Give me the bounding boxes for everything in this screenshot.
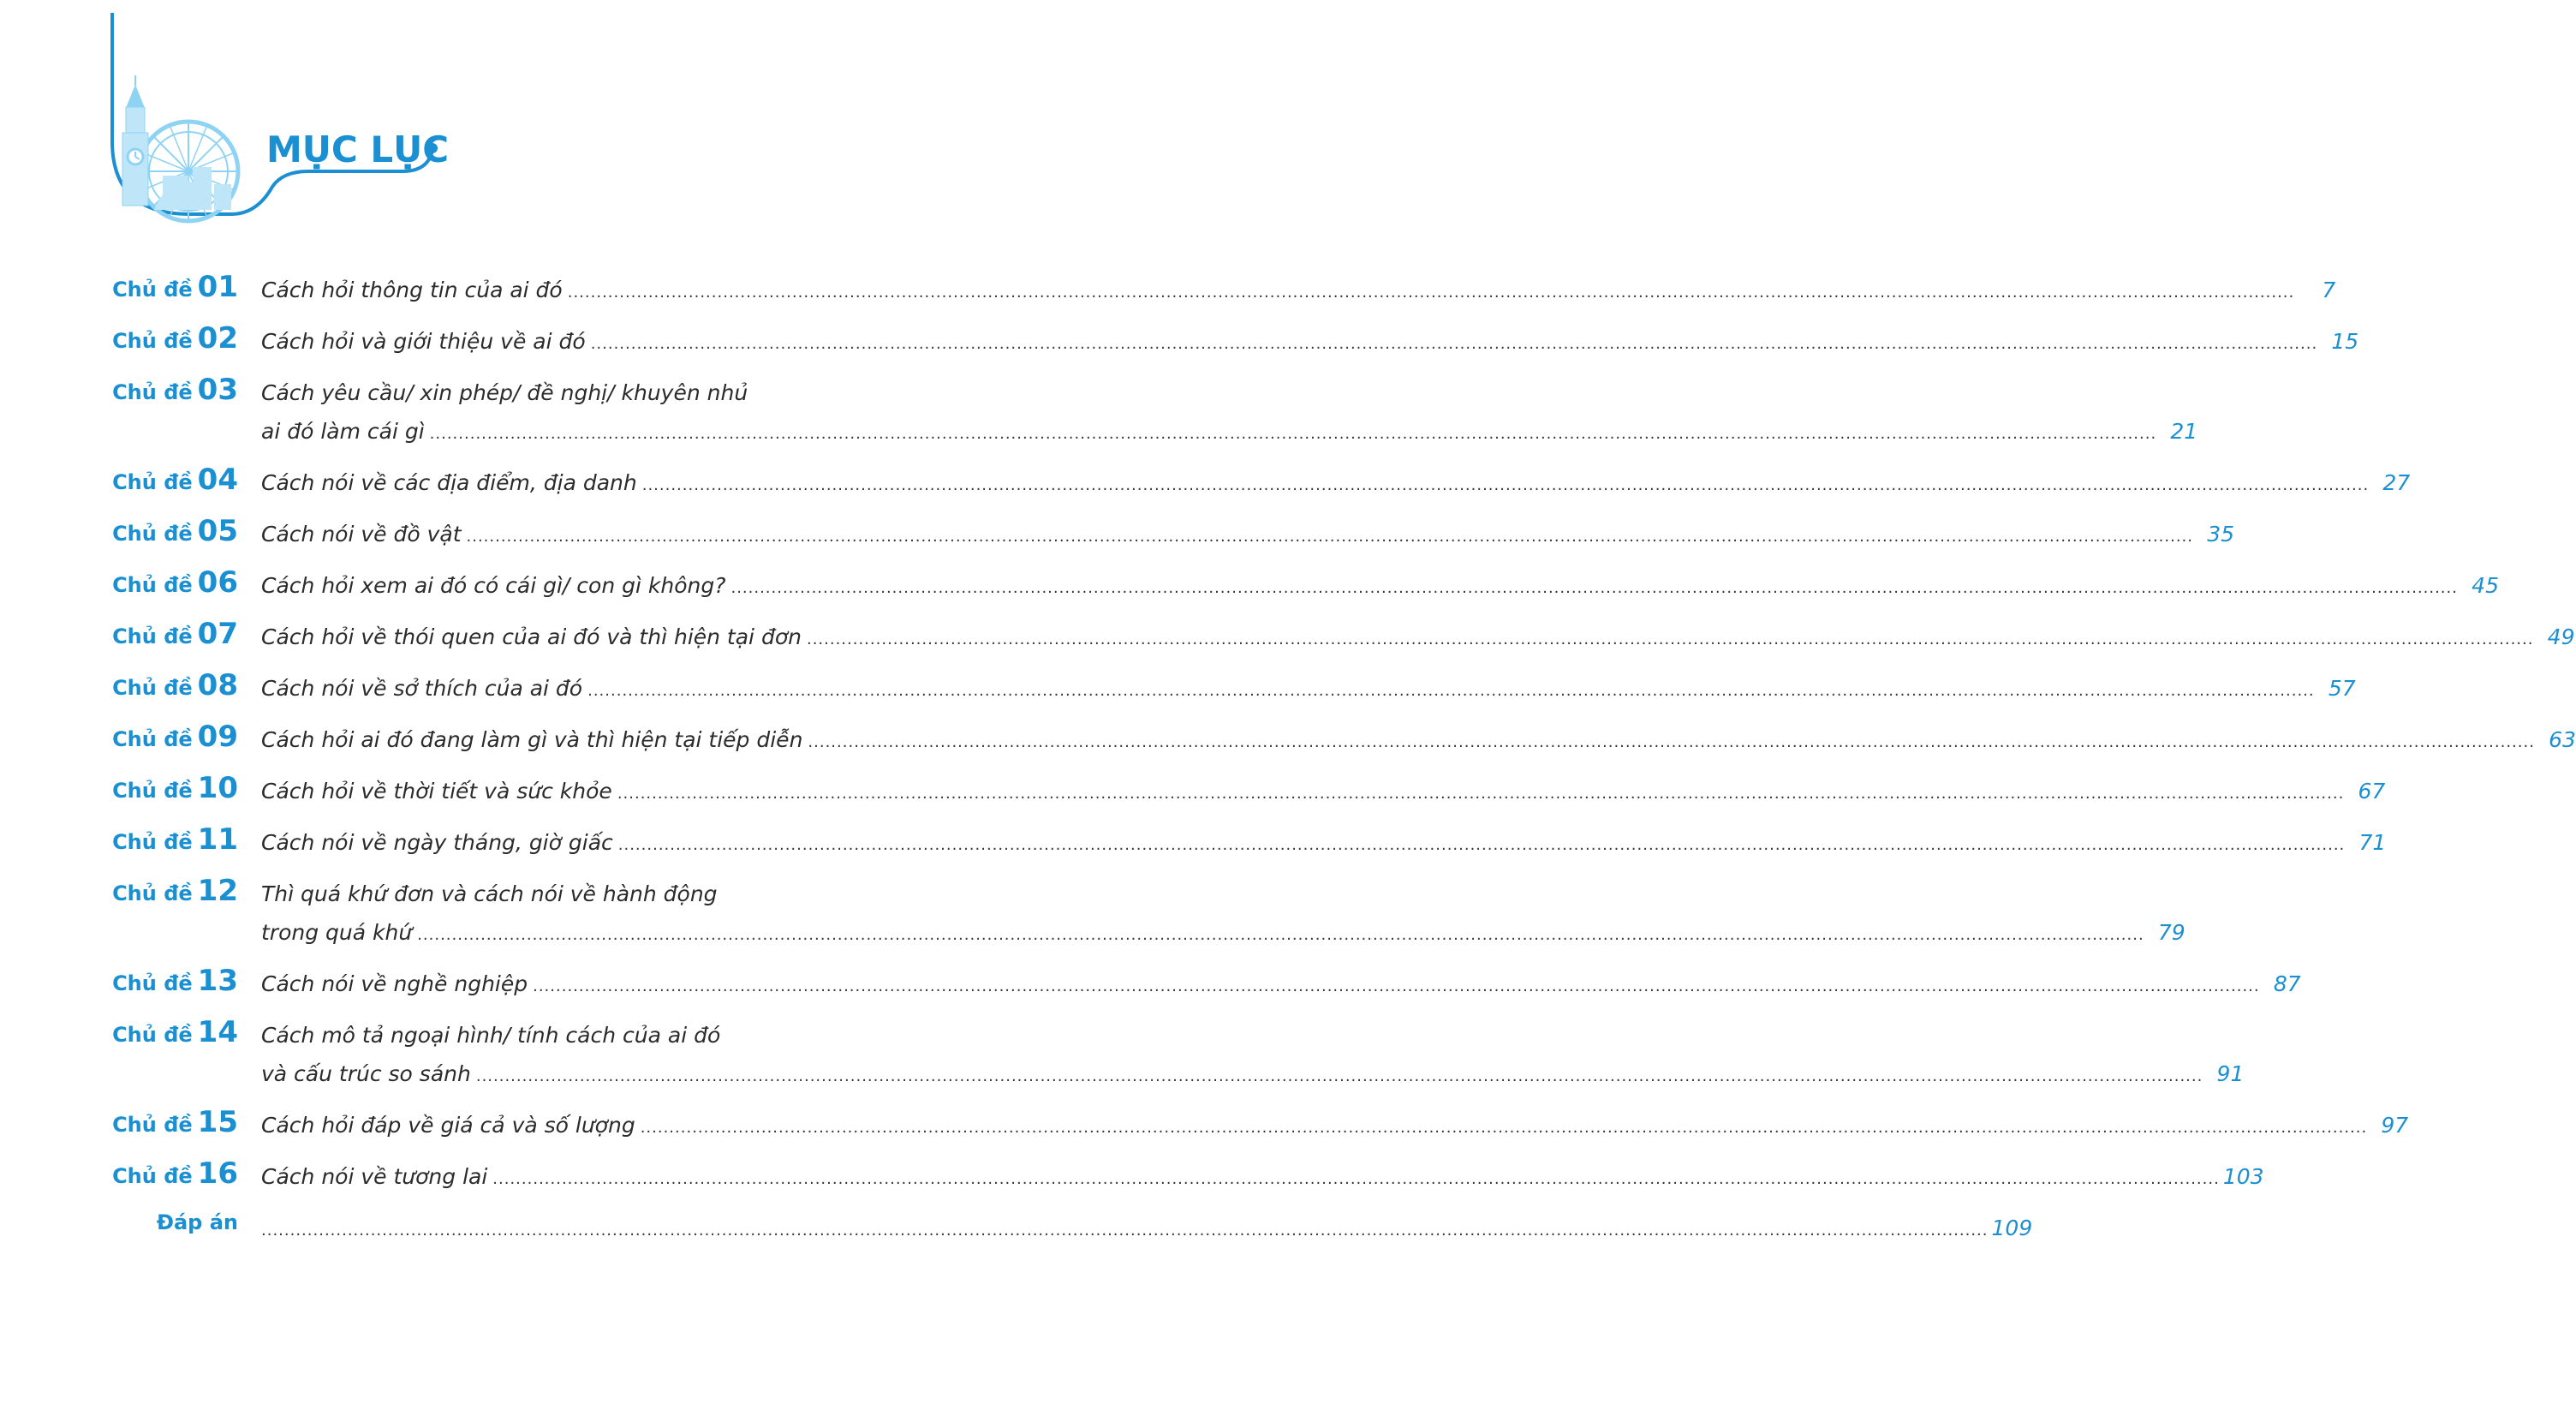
topic-label: [112, 565, 238, 600]
dot-leader: ............................................................................................................................................................................................................................................................................................................: [417, 926, 2144, 944]
topic-word: Chủ đề: [112, 278, 193, 302]
dot-leader: ............................................................................................................................................................................................................................................................................................................: [617, 785, 2345, 803]
topic-label: [112, 822, 238, 857]
frame-line: [112, 13, 432, 214]
entry-line: [261, 971, 2301, 996]
entry-line: [261, 1164, 2264, 1189]
dot-leader: ............................................................................................................................................................................................................................................................................................................: [640, 1119, 2368, 1137]
entry-title: trong quá khứ: [261, 920, 413, 945]
topic-word: Chủ đề: [112, 971, 193, 995]
dot-leader: ............................................................................................................................................................................................................................................................................................................: [533, 977, 2260, 995]
dot-leader: ............................................................................................................................................................................................................................................................................................................: [808, 733, 2535, 751]
entry-line: [261, 1025, 862, 1046]
dot-leader: ............................................................................................................................................................................................................................................................................................................: [617, 836, 2346, 854]
entry-line: [261, 727, 2576, 752]
page-number: 91: [2216, 1061, 2245, 1086]
page-number: 71: [2358, 830, 2387, 855]
topic-number: 04: [197, 463, 238, 497]
entry-title: Cách nói về các địa điểm, địa danh: [261, 470, 637, 495]
entry-title: Cách nói về tương lai: [261, 1164, 488, 1189]
topic-word: Chủ đề: [112, 522, 193, 546]
topic-label: [112, 668, 238, 702]
topic-word: Chủ đề: [112, 380, 193, 404]
entry-line: [261, 382, 862, 403]
topic-word: Chủ đề: [112, 470, 193, 494]
dot-leader: ............................................................................................................................................................................................................................................................................................................: [590, 335, 2318, 353]
topic-word: Chủ đề: [112, 676, 193, 700]
dot-leader: ............................................................................................................................................................................................................................................................................................................: [475, 1067, 2203, 1085]
entry-title: và cấu trúc so sánh: [261, 1061, 471, 1086]
entry-title: Cách hỏi về thói quen của ai đó và thì hiện tại đơn: [261, 624, 802, 649]
entry-title: Thì quá khứ đơn và cách nói về hành động: [261, 881, 718, 906]
page-number: 35: [2207, 522, 2235, 547]
topic-word: Chủ đề: [112, 329, 193, 353]
entry-title: Cách nói về sở thích của ai đó: [261, 676, 583, 701]
dot-leader: ............................................................................................................................................................................................................................................................................................................: [806, 630, 2534, 648]
topic-number: 09: [197, 720, 238, 754]
dot-leader: ............................................................................................................................................................................................................................................................................................................: [641, 476, 2370, 494]
entry-line: [261, 624, 2575, 649]
dot-leader: ............................................................................................................................................................................................................................................................................................................: [730, 579, 2458, 597]
topic-label: [112, 874, 238, 908]
topic-label: [112, 1105, 238, 1139]
page-number: 109: [1991, 1216, 2033, 1240]
topic-word: Chủ đề: [112, 1113, 193, 1137]
topic-word: Chủ đề: [112, 881, 193, 905]
entry-line: [261, 830, 2387, 855]
dot-leader: ............................................................................................................................................................................................................................................................................................................: [261, 1222, 1989, 1240]
page-title: MỤC LỤC: [266, 128, 450, 170]
page-number: 45: [2472, 573, 2499, 598]
topic-number: 02: [197, 321, 238, 355]
topic-label: [112, 373, 238, 407]
dot-leader: ............................................................................................................................................................................................................................................................................................................: [492, 1170, 2220, 1188]
entry-line: [261, 329, 2359, 354]
topic-word: Chủ đề: [112, 830, 193, 854]
topic-number: 15: [197, 1105, 238, 1139]
topic-number: 05: [197, 514, 238, 548]
answers-label: Đáp án: [156, 1210, 238, 1234]
topic-number: 14: [197, 1015, 238, 1049]
big-ben-icon: [122, 75, 148, 206]
page-number: 63: [2549, 727, 2576, 752]
entry-line: [261, 278, 2336, 302]
entry-title: Cách hỏi thông tin của ai đó: [261, 278, 563, 302]
page-number: 79: [2157, 920, 2185, 945]
entry-line: [261, 1061, 2245, 1086]
page-number: 27: [2382, 470, 2411, 495]
entry-line: [261, 779, 2386, 804]
page-number: 7: [2322, 278, 2336, 302]
page-number: 57: [2328, 676, 2356, 701]
entry-line: [261, 1216, 2033, 1240]
header-decoration: [0, 0, 514, 240]
entry-title: Cách mô tả ngoại hình/ tính cách của ai đó: [261, 1023, 721, 1048]
topic-label: [112, 964, 238, 998]
city-skyline-icon: [154, 167, 231, 210]
entry-line: [261, 419, 2198, 444]
topic-number: 11: [197, 822, 238, 857]
entry-line: [261, 883, 862, 905]
page-number: 97: [2381, 1113, 2409, 1138]
topic-word: Chủ đề: [112, 573, 193, 597]
topic-label: [112, 321, 238, 355]
entry-title: Cách nói về nghề nghiệp: [261, 971, 528, 996]
topic-label: [112, 720, 238, 754]
page-number: 87: [2273, 971, 2301, 996]
entry-title: Cách hỏi đáp về giá cả và số lượng: [261, 1113, 635, 1138]
dot-leader: ............................................................................................................................................................................................................................................................................................................: [587, 682, 2315, 700]
entry-title: Cách yêu cầu/ xin phép/ đề nghị/ khuyên nhủ: [261, 380, 748, 405]
dot-leader: ............................................................................................................................................................................................................................................................................................................: [429, 425, 2157, 443]
entry-line: [261, 920, 2185, 945]
entry-line: [261, 470, 2411, 495]
entry-line: [261, 1113, 2409, 1138]
topic-word: Chủ đề: [112, 624, 193, 648]
topic-word: Chủ đề: [112, 779, 193, 803]
topic-number: 10: [197, 771, 238, 805]
entry-title: Cách nói về ngày tháng, giờ giấc: [261, 830, 613, 855]
topic-label: [112, 272, 238, 302]
topic-label: [112, 1015, 238, 1049]
entry-line: [261, 522, 2235, 547]
topic-number: 01: [197, 270, 238, 304]
topic-word: Chủ đề: [112, 1164, 193, 1188]
entry-title: Cách nói về đồ vật: [261, 522, 462, 547]
header: [0, 0, 514, 240]
entry-line: [261, 676, 2356, 701]
entry-title: Cách hỏi về thời tiết và sức khỏe: [261, 779, 612, 804]
topic-word: Chủ đề: [112, 1023, 193, 1047]
topic-label: [112, 771, 238, 805]
entry-title: Cách hỏi và giới thiệu về ai đó: [261, 329, 586, 354]
entry-title: Cách hỏi ai đó đang làm gì và thì hiện tại tiếp diễn: [261, 727, 803, 752]
entry-title: Cách hỏi xem ai đó có cái gì/ con gì không?: [261, 573, 726, 598]
topic-number: 13: [197, 964, 238, 998]
topic-label: [112, 514, 238, 548]
page-number: 103: [2222, 1164, 2264, 1189]
topic-word: Chủ đề: [112, 727, 193, 751]
dot-leader: ............................................................................................................................................................................................................................................................................................................: [567, 284, 2295, 302]
entry-line: [261, 573, 2499, 598]
page-number: 15: [2331, 329, 2359, 354]
topic-label: [112, 463, 238, 497]
topic-number: 03: [197, 373, 238, 407]
page-number: 21: [2170, 419, 2198, 444]
page-number: 67: [2358, 779, 2386, 804]
page-number: 49: [2547, 624, 2575, 649]
topic-number: 06: [197, 565, 238, 600]
topic-number: 16: [197, 1156, 238, 1191]
topic-number: 07: [197, 617, 238, 651]
topic-label: [112, 617, 238, 651]
topic-number: 12: [197, 874, 238, 908]
dot-leader: ............................................................................................................................................................................................................................................................................................................: [466, 528, 2194, 546]
topic-label: [112, 1156, 238, 1191]
entry-title: ai đó làm cái gì: [261, 419, 425, 444]
topic-number: 08: [197, 668, 238, 702]
